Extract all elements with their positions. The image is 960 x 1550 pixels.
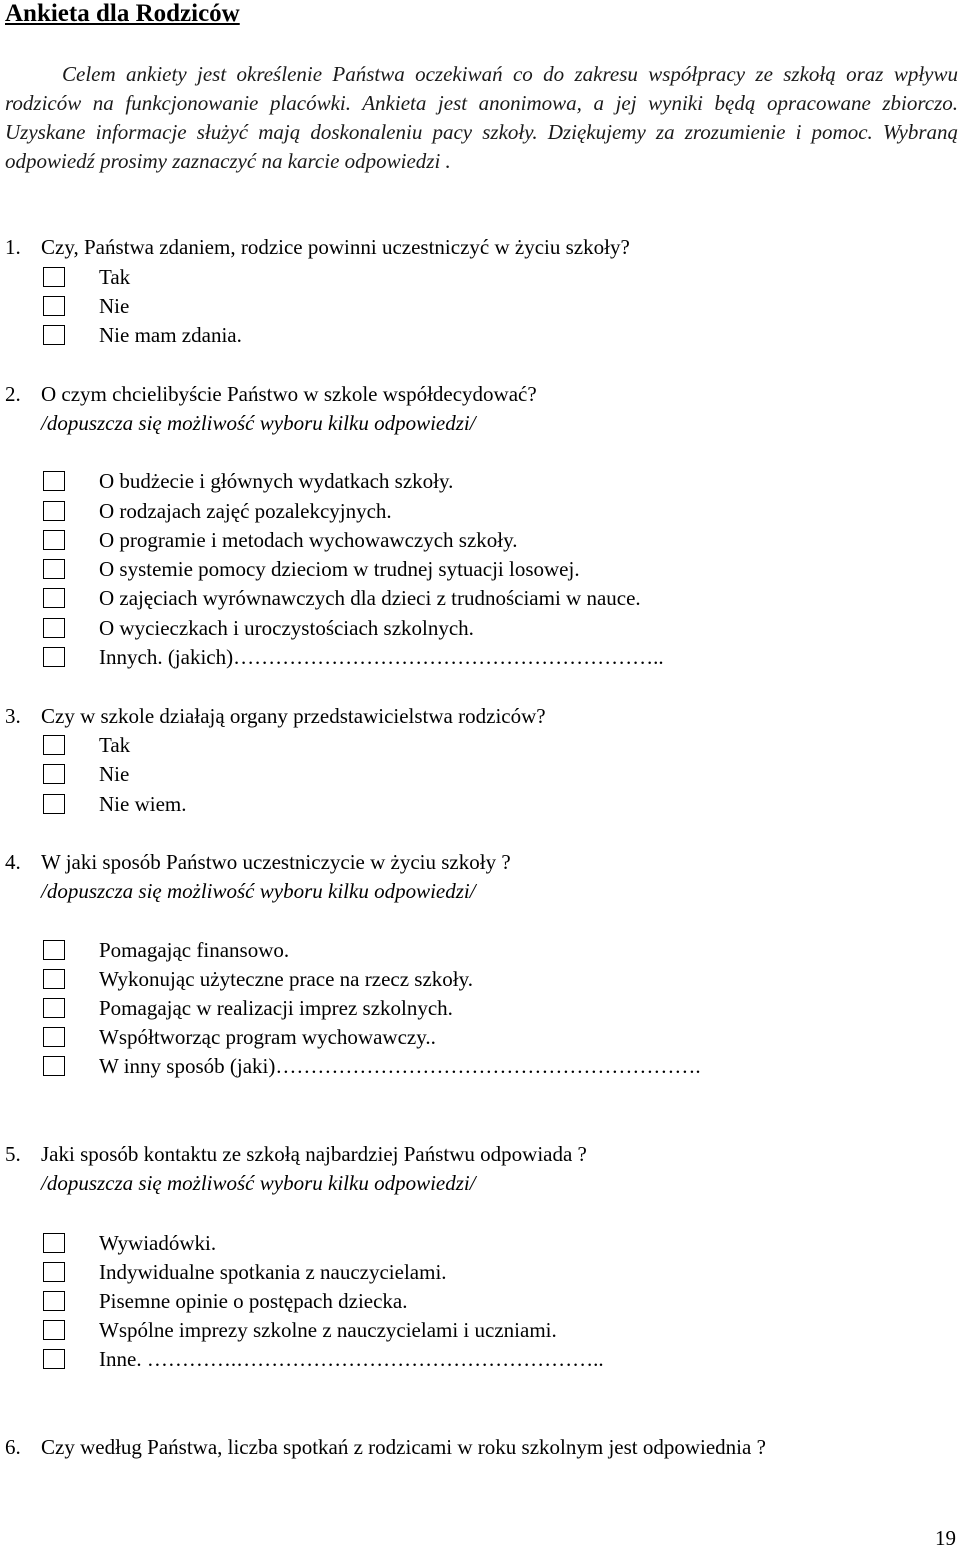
checkbox[interactable] xyxy=(43,940,65,960)
multiple-choice-hint: /dopuszcza się możliwość wyboru kilku odpowiedzi/ xyxy=(41,1171,476,1195)
checkbox[interactable] xyxy=(43,530,65,550)
option-label: Nie wiem. xyxy=(99,792,187,816)
option-label: Wspólne imprezy szkolne z nauczycielami i uczniami. xyxy=(99,1318,557,1342)
question-text: Czy, Państwa zdaniem, rodzice powinni uczestniczyć w życiu szkoły? xyxy=(41,235,630,259)
checkbox[interactable] xyxy=(43,1262,65,1282)
option-label: O systemie pomocy dzieciom w trudnej sytuacji losowej. xyxy=(99,557,580,581)
option-label: Współtworząc program wychowawczy.. xyxy=(99,1025,436,1049)
multiple-choice-hint: /dopuszcza się możliwość wyboru kilku odpowiedzi/ xyxy=(41,411,476,435)
intro-paragraph: Celem ankiety jest określenie Państwa oczekiwań co do zakresu współpracy ze szkołą oraz wpływu rodziców na funkcjonowanie placówki. Ankieta jest anonimowa, a jej wyniki będą opracowane zbiorczo. Uzyskane informacje służyć mają doskonaleniu pacy szkoły. Dziękujemy za zrozumienie i pomoc. Wybraną odpowiedź prosimy zaznaczyć na karcie odpowiedzi . xyxy=(5,62,958,173)
checkbox[interactable] xyxy=(43,1233,65,1253)
question-2 xyxy=(5,380,537,409)
page-title: Ankieta dla Rodziców xyxy=(5,0,240,27)
checkbox[interactable] xyxy=(43,1320,65,1340)
question-text: Czy według Państwa, liczba spotkań z rodzicami w roku szkolnym jest odpowiednia ? xyxy=(41,1435,766,1459)
checkbox[interactable] xyxy=(43,764,65,784)
question-number: 2. xyxy=(5,382,21,406)
option-label: W inny sposób (jaki)……………………………………………………. xyxy=(99,1054,701,1078)
question-text: O czym chcielibyście Państwo w szkole współdecydować? xyxy=(41,382,537,406)
option-label: Nie mam zdania. xyxy=(99,323,242,347)
page-number: 19 xyxy=(935,1526,956,1550)
option-label: Nie xyxy=(99,294,130,318)
option-label: Inne. ………….…………………………………………….. xyxy=(99,1347,604,1371)
checkbox[interactable] xyxy=(43,794,65,814)
question-4 xyxy=(5,848,511,877)
option-label: Wywiadówki. xyxy=(99,1231,217,1255)
option-label: Tak xyxy=(99,265,131,289)
option-label: Indywidualne spotkania z nauczycielami. xyxy=(99,1260,447,1284)
option-label: O programie i metodach wychowawczych szkoły. xyxy=(99,528,518,552)
checkbox[interactable] xyxy=(43,267,65,287)
checkbox[interactable] xyxy=(43,998,65,1018)
checkbox[interactable] xyxy=(43,1027,65,1047)
question-3 xyxy=(5,702,546,731)
option-label: O wycieczkach i uroczystościach szkolnych. xyxy=(99,616,474,640)
question-1 xyxy=(5,233,630,262)
checkbox[interactable] xyxy=(43,559,65,579)
checkbox[interactable] xyxy=(43,647,65,667)
checkbox[interactable] xyxy=(43,1291,65,1311)
checkbox[interactable] xyxy=(43,735,65,755)
option-label: O budżecie i głównych wydatkach szkoły. xyxy=(99,469,454,493)
multiple-choice-hint: /dopuszcza się możliwość wyboru kilku odpowiedzi/ xyxy=(41,879,476,903)
option-label: Wykonując użyteczne prace na rzecz szkoły. xyxy=(99,967,473,991)
question-number: 6. xyxy=(5,1435,21,1459)
question-6 xyxy=(5,1433,766,1462)
checkbox[interactable] xyxy=(43,501,65,521)
checkbox[interactable] xyxy=(43,471,65,491)
question-text: W jaki sposób Państwo uczestniczycie w życiu szkoły ? xyxy=(41,850,511,874)
question-text: Jaki sposób kontaktu ze szkołą najbardziej Państwu odpowiada ? xyxy=(41,1142,587,1166)
option-label: O zajęciach wyrównawczych dla dzieci z trudnościami w nauce. xyxy=(99,586,641,610)
question-number: 3. xyxy=(5,704,21,728)
option-label: Tak xyxy=(99,733,131,757)
option-label: Pomagając finansowo. xyxy=(99,938,290,962)
checkbox[interactable] xyxy=(43,969,65,989)
question-5 xyxy=(5,1140,587,1169)
checkbox[interactable] xyxy=(43,296,65,316)
question-number: 1. xyxy=(5,235,21,259)
question-number: 5. xyxy=(5,1142,21,1166)
checkbox[interactable] xyxy=(43,588,65,608)
question-text: Czy w szkole działają organy przedstawicielstwa rodziców? xyxy=(41,704,546,728)
option-label: O rodzajach zajęć pozalekcyjnych. xyxy=(99,499,392,523)
checkbox[interactable] xyxy=(43,325,65,345)
option-label: Innych. (jakich)…………………………………………………….. xyxy=(99,645,664,669)
checkbox[interactable] xyxy=(43,1056,65,1076)
option-label: Nie xyxy=(99,762,130,786)
checkbox[interactable] xyxy=(43,618,65,638)
option-label: Pomagając w realizacji imprez szkolnych. xyxy=(99,996,453,1020)
question-number: 4. xyxy=(5,850,21,874)
checkbox[interactable] xyxy=(43,1349,65,1369)
option-label: Pisemne opinie o postępach dziecka. xyxy=(99,1289,408,1313)
